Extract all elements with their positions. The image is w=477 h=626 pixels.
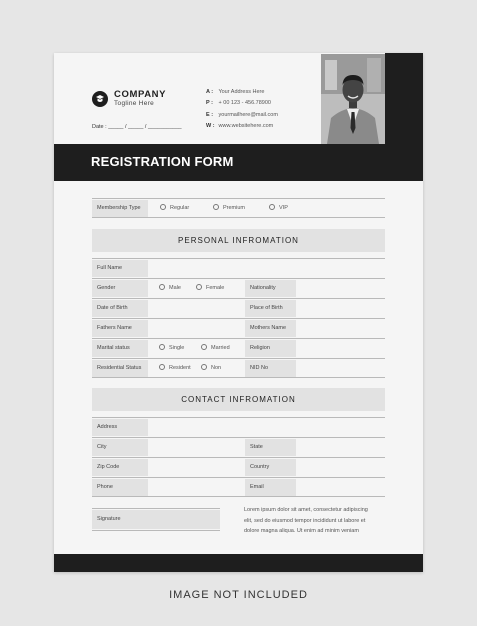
city-label: City (92, 439, 148, 456)
radio-icon[interactable] (213, 204, 219, 210)
zip-country-row (92, 457, 385, 477)
radio-icon[interactable] (201, 364, 207, 370)
full-name-label: Full Name (92, 260, 148, 277)
option-label: Non (211, 365, 222, 371)
radio-icon[interactable] (159, 364, 165, 370)
contact-value: yourmailhere@mail.com (218, 112, 278, 118)
phone-label: Phone (92, 479, 148, 496)
contact-info-heading: CONTACT INFROMATION (92, 388, 385, 411)
radio-icon[interactable] (201, 344, 207, 350)
email-line (206, 112, 278, 118)
radio-icon[interactable] (160, 204, 166, 210)
radio-icon[interactable] (196, 284, 202, 290)
mothers-name-label: Mothers Name (245, 320, 296, 337)
city-state-row (92, 437, 385, 457)
radio-icon[interactable] (159, 284, 165, 290)
contact-key: P : (206, 100, 213, 106)
option-vip[interactable] (269, 204, 288, 213)
signature-label: Signature (92, 510, 220, 529)
contact-value: + 00 123 - 456.78900 (218, 100, 271, 106)
gender-label: Gender (92, 280, 148, 297)
zip-code-label: Zip Code (92, 459, 148, 476)
option-label: Regular (170, 205, 190, 211)
option-married[interactable] (201, 344, 230, 353)
option-label: Single (169, 345, 185, 351)
signature-row[interactable] (92, 508, 220, 531)
company-tagline: Togline Here (114, 100, 155, 107)
personal-info-heading: PERSONAL INFROMATION (92, 229, 385, 252)
address-line (206, 89, 264, 95)
option-non-resident[interactable] (201, 364, 221, 373)
contact-key: W : (206, 123, 215, 129)
residential-row (92, 358, 385, 378)
option-label: Female (206, 285, 225, 291)
phone-line (206, 100, 271, 106)
full-name-row (92, 258, 385, 278)
company-name: COMPANY (114, 89, 167, 100)
option-male[interactable] (159, 284, 181, 293)
nid-label: NID No (245, 360, 296, 377)
contact-value: www.websitehere.com (218, 123, 274, 129)
state-label: State (245, 439, 296, 456)
fathers-name-label: Fathers Name (92, 320, 148, 337)
contact-key: E : (206, 112, 214, 118)
profile-photo (321, 54, 385, 144)
option-female[interactable] (196, 284, 224, 293)
marital-status-label: Marital status (92, 340, 148, 357)
marital-row (92, 338, 385, 358)
dob-label: Date of Birth (92, 300, 148, 317)
title-banner (54, 144, 423, 181)
parents-row (92, 318, 385, 338)
lorem-line: elit, sed do eiusmod tempor incididunt ut labore et (244, 517, 366, 524)
residential-status-label: Residential Status (92, 360, 148, 377)
option-single[interactable] (159, 344, 184, 353)
lorem-paragraph (244, 505, 384, 537)
footer-bar (54, 554, 423, 572)
email-label: Email (245, 479, 296, 496)
option-regular[interactable] (160, 204, 189, 213)
form-title: REGISTRATION FORM (91, 154, 234, 169)
date-field[interactable]: Date : _____ / _____ / ___________ (92, 124, 182, 130)
form-sheet (54, 53, 423, 572)
phone-email-row (92, 477, 385, 497)
birth-row (92, 298, 385, 318)
option-label: VIP (279, 205, 288, 211)
option-label: Resident (169, 365, 191, 371)
pob-label: Place of Birth (245, 300, 296, 317)
gender-row (92, 278, 385, 298)
lorem-line: Lorem ipsum dolor sit amet, consectetur adipiscing (244, 507, 368, 513)
country-label: Country (245, 459, 296, 476)
contact-key: A : (206, 89, 214, 95)
membership-row (92, 198, 385, 218)
website-line (206, 123, 273, 129)
header-dark-strip (385, 53, 423, 144)
address-label: Address (92, 419, 148, 436)
option-label: Married (211, 345, 230, 351)
religion-label: Religion (245, 340, 296, 357)
lorem-line: dolore magna aliqua. Ut enim ad minim veniam (244, 528, 359, 534)
option-label: Male (169, 285, 181, 291)
image-caption: IMAGE NOT INCLUDED (169, 589, 308, 601)
membership-label: Membership Type (92, 200, 148, 217)
option-premium[interactable] (213, 204, 245, 213)
contact-value: Your Address Here (218, 89, 265, 95)
address-row (92, 417, 385, 437)
radio-icon[interactable] (159, 344, 165, 350)
company-logo-icon (92, 91, 108, 107)
radio-icon[interactable] (269, 204, 275, 210)
option-resident[interactable] (159, 364, 191, 373)
nationality-label: Nationality (245, 280, 296, 297)
option-label: Premium (223, 205, 246, 211)
